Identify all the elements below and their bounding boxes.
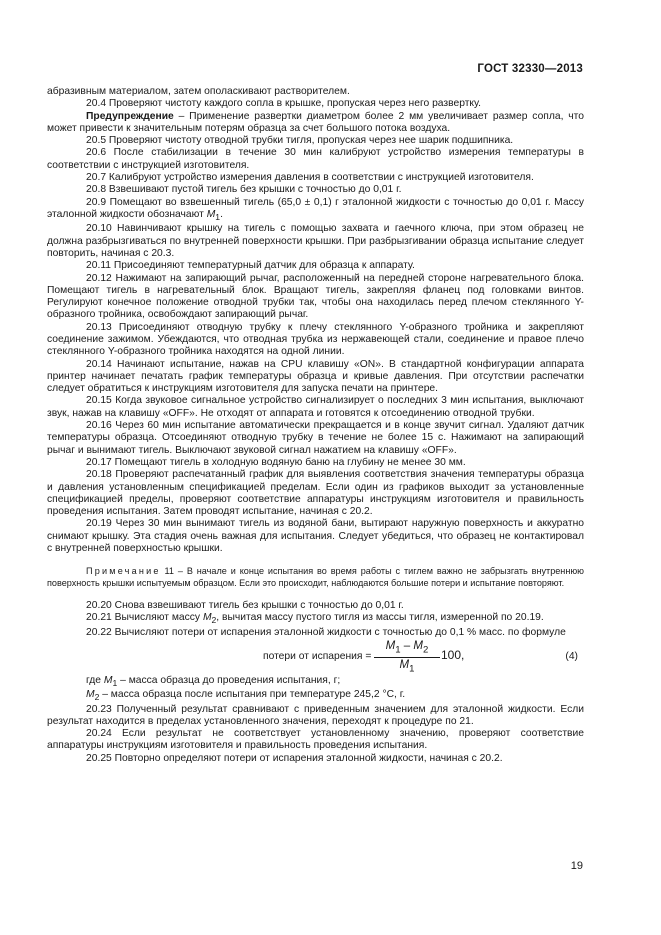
symbol-subscript: 1 [395, 644, 401, 656]
paragraph-20-12: 20.12 Нажимают на запирающий рычаг, расположенный на передней стороне нагревательного блока. Помещают тигель в нагревательный блок. Вращают тигель, закрепляя фланец под головками винтов. Регулируют конечное положение отводной трубки так, чтобы она находилась перед плечом стеклянного Y-образного тройника, освобождают запирающий рычаг. [47, 272, 584, 321]
formula-denominator [374, 658, 440, 676]
symbol-m: M [202, 612, 212, 624]
paragraph-20-6: 20.6 После стабилизации в течение 30 мин калибруют устройство измерения температуры в соответствии с инструкцией изготовителя. [47, 147, 584, 171]
formula-4 [47, 639, 584, 675]
paragraph-20-23: 20.23 Полученный результат сравнивают с приведенным значением для эталонной жидкости. Если результат находится в пределах установленного значения, переходят к процедуре по 21. [47, 703, 584, 727]
warning-text: – Применение развертки диаметром более 2 мм увеличивает размер сопла, что может привести к значительным потерям образца за счет большого потока воздуха. [47, 110, 584, 134]
where-m1 [47, 675, 584, 689]
paragraph-end: . [220, 208, 223, 220]
symbol-m: M [413, 639, 423, 652]
paragraph-20-24: 20.24 Если результат не соответствует установленному значению, проверяют соответствие аппаратуры инструкциям изготовителя и правильность проведения испытания. [47, 728, 584, 752]
paragraph-20-25: 20.25 Повторно определяют потери от испарения эталонной жидкости, начиная с 20.2. [86, 752, 503, 764]
symbol-subscript: 2 [422, 644, 429, 656]
symbol-m: M [86, 689, 95, 701]
paragraph-20-21 [47, 612, 584, 626]
paragraph-20-9 [47, 197, 584, 224]
paragraph-20-4: 20.4 Проверяют чистоту каждого сопла в крышке, пропуская через него развертку. [86, 98, 482, 110]
symbol-m: M [206, 208, 216, 220]
paragraph-text: , вычитая массу пустого тигля из массы тигля, измеренной по 20.19. [216, 612, 544, 624]
paragraph-20-22: 20.22 Вычисляют потери от испарения эталонной жидкости с точностью до 0,1 % масс. по формуле [86, 626, 566, 638]
paragraph-20-7: 20.7 Калибруют устройство измерения давления в соответствии с инструкцией изготовителя. [86, 172, 534, 184]
paragraph: абразивным материалом, затем ополаскивают растворителем. [47, 86, 350, 97]
paragraph-20-17: 20.17 Помещают тигель в холодную водяную баню на глубину не менее 30 мм. [86, 456, 466, 468]
paragraph-20-20: 20.20 Снова взвешивают тигель без крышки с точностью до 0,01 г. [86, 599, 404, 611]
paragraph-20-14: 20.14 Начинают испытание, нажав на CPU клавишу «ON». В стандартной конфигурации аппарата принтер начинает печатать график температуры образца и кривые давления. При отсутствии распечатки следует обратиться к инструкциям изготовителя для запуска печати на принтере. [47, 358, 584, 395]
symbol-subscript: 2 [94, 692, 100, 703]
paragraph-20-10: 20.10 Навинчивают крышку на тигель с помощью захвата и гаечного ключа, при этом образец не должна разбрызгиваться по внутренней поверхности крышки. При разбрызгивании образца испытание следует повторить, начиная с 20.3. [47, 223, 584, 259]
page-number: 19 [570, 860, 583, 872]
formula-number: (4) [565, 650, 578, 662]
symbol-subscript: 1 [215, 212, 221, 223]
symbol-subscript: 1 [409, 663, 415, 675]
paragraph-20-13: 20.13 Присоединяют отводную трубку к плечу стеклянного Y-образного тройника и закрепляют соединение зажимом. Убеждаются, что отводная трубка из нержавеющей стали, соединение и правое плечо стеклянного Y-образного тройника находятся на одной линии. [47, 321, 584, 358]
where-m2 [47, 689, 584, 703]
where-text: – масса образца до проведения испытания, г; [117, 674, 341, 686]
note-text: 11 – В начале и конце испытания во время работы с тиглем важно не забрызгать внутреннюю поверхность крышки испытуемым образцом. Если это происходит, наблюдаются большие потери и испытание повторяют. [47, 566, 584, 588]
symbol-subscript: 1 [112, 677, 118, 688]
symbol-m: M [103, 674, 113, 686]
warning-paragraph [47, 111, 584, 136]
paragraph-20-8: 20.8 Взвешивают пустой тигель без крышки с точностью до 0,01 г. [86, 184, 402, 196]
formula-label: потери от испарения = [263, 650, 372, 662]
paragraph-20-11: 20.11 Присоединяют температурный датчик для образца к аппарату. [86, 260, 415, 272]
where-prefix: где [86, 674, 104, 686]
where-text: – масса образца после испытания при температуре 245,2 °C, г. [99, 689, 406, 701]
paragraph-20-19: 20.19 Через 30 мин вынимают тигель из водяной бани, вытирают наружную поверхность и аккуратно снимают крышку. Эта стадия очень важная для испытания. Следует убедиться, что образец не контактировал с внутренней поверхностью крышки. [47, 518, 584, 555]
symbol-subscript: 2 [211, 615, 217, 626]
paragraph-20-5: 20.5 Проверяют чистоту отводной трубки тигля, пропуская через нее шарик подшипника. [86, 135, 514, 147]
paragraph-20-16: 20.16 Через 60 мин испытание автоматически прекращается и в конце звучит сигнал. Удаляют датчик температуры образца. Отсоединяют отводную трубку в течение не более 15 с. Нажимают на запирающий рычаг и вынимают тигель. Выключают звуковой сигнал нажатием на клавишу «OFF». [47, 420, 584, 456]
paragraph-text: 20.9 Помещают во взвешенный тигель (65,0 ± 0,1) г эталонной жидкости с точностью до 0,01 г. Массу эталонной жидкости обозначают [47, 196, 584, 220]
formula-multiplier: 100, [441, 647, 465, 662]
formula-numerator [374, 639, 440, 658]
paragraph-text: 20.21 Вычисляют массу [86, 612, 203, 624]
document-body [47, 86, 584, 765]
formula-fraction [374, 639, 440, 677]
symbol-m: M [385, 639, 396, 652]
warning-label: Предупреждение [86, 110, 174, 122]
note-label: Примечание [86, 566, 161, 577]
standard-header: ГОСТ 32330—2013 [477, 63, 583, 75]
symbol-m: M [399, 659, 410, 672]
paragraph-20-15: 20.15 Когда звуковое сигнальное устройство сигнализирует о последних 3 мин испытания, выключают звук, нажав на клавишу «OFF». Не отходят от аппарата и готовятся к отсоединению отводной трубки. [47, 395, 584, 419]
note-11 [47, 566, 584, 589]
minus-sign: – [400, 639, 414, 652]
paragraph-20-18: 20.18 Проверяют распечатанный график для выявления соответствия значения температуры образца и давления установленным спецификацией пределам. Если один из графиков выходит за установленные спецификацией пределы, проверяют соответствие аппаратуры инструкциям изготовителя и правильность проведения испытания. Затем проводят испытание, начиная с 20.2. [47, 469, 584, 518]
